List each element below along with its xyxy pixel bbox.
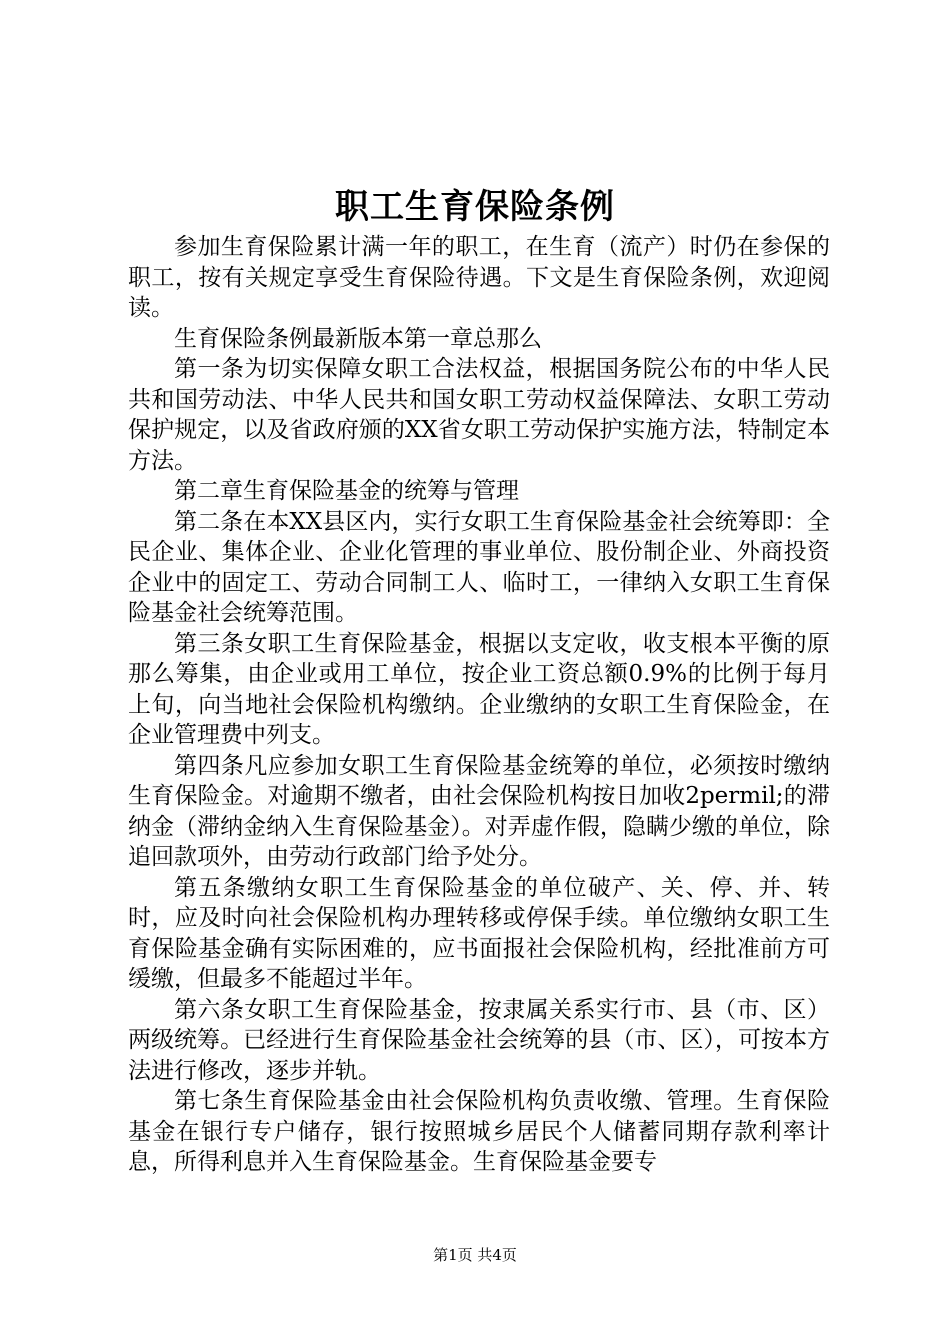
paragraph-article-4: 第四条凡应参加女职工生育保险基金统筹的单位，必须按时缴纳生育保险金。对逾期不缴者，由社会保险机构按日加收2permil;的滞纳金（滞纳金纳入生育保险基金）。对弄虚作假，隐瞒少缴的单位，除追回款项外，由劳动行政部门给予处分。 (128, 752, 830, 870)
paragraph-article-5: 第五条缴纳女职工生育保险基金的单位破产、关、停、并、转时，应及时向社会保险机构办理转移或停保手续。单位缴纳女职工生育保险基金确有实际困难的，应书面报社会保险机构，经批准前方可缓缴，但最多不能超过半年。 (128, 874, 830, 992)
paragraph-intro: 参加生育保险累计满一年的职工，在生育（流产）时仍在参保的职工，按有关规定享受生育保险待遇。下文是生育保险条例，欢迎阅读。 (128, 234, 830, 321)
document-title: 职工生育保险条例 (335, 187, 615, 227)
paragraph-chapter-1-heading: 生育保险条例最新版本第一章总那么 (174, 325, 542, 352)
paragraph-chapter-2-heading: 第二章生育保险基金的统筹与管理 (174, 478, 519, 504)
paragraph-article-1: 第一条为切实保障女职工合法权益，根据国务院公布的中华人民共和国劳动法、中华人民共和国女职工劳动权益保障法、女职工劳动保护规定，以及省政府颁的XX省女职工劳动保护实施方法，特制定本方法。 (128, 356, 830, 474)
paragraph-article-6: 第六条女职工生育保险基金，按隶属关系实行市、县（市、区）两级统筹。已经进行生育保险基金社会统筹的县（市、区），可按本方法进行修改，逐步并轨。 (128, 996, 830, 1084)
paragraph-article-7: 第七条生育保险基金由社会保险机构负责收缴、管理。生育保险基金在银行专户储存，银行按照城乡居民个人储蓄同期存款利率计息，所得利息并入生育保险基金。生育保险基金要专 (128, 1088, 830, 1175)
paragraph-article-2: 第二条在本XX县区内，实行女职工生育保险基金社会统筹即：全民企业、集体企业、企业化管理的事业单位、股份制企业、外商投资企业中的固定工、劳动合同制工人、临时工，一律纳入女职工生育保险基金社会统筹范围。 (128, 508, 830, 626)
document-body (128, 232, 830, 1178)
page-footer: 第1页 共4页 (433, 1246, 517, 1264)
paragraph-article-3: 第三条女职工生育保险基金，根据以支定收，收支根本平衡的原那么筹集，由企业或用工单位，按企业工资总额0.9%的比例于每月上旬，向当地社会保险机构缴纳。企业缴纳的女职工生育保险金，在企业管理费中列支。 (128, 630, 830, 748)
